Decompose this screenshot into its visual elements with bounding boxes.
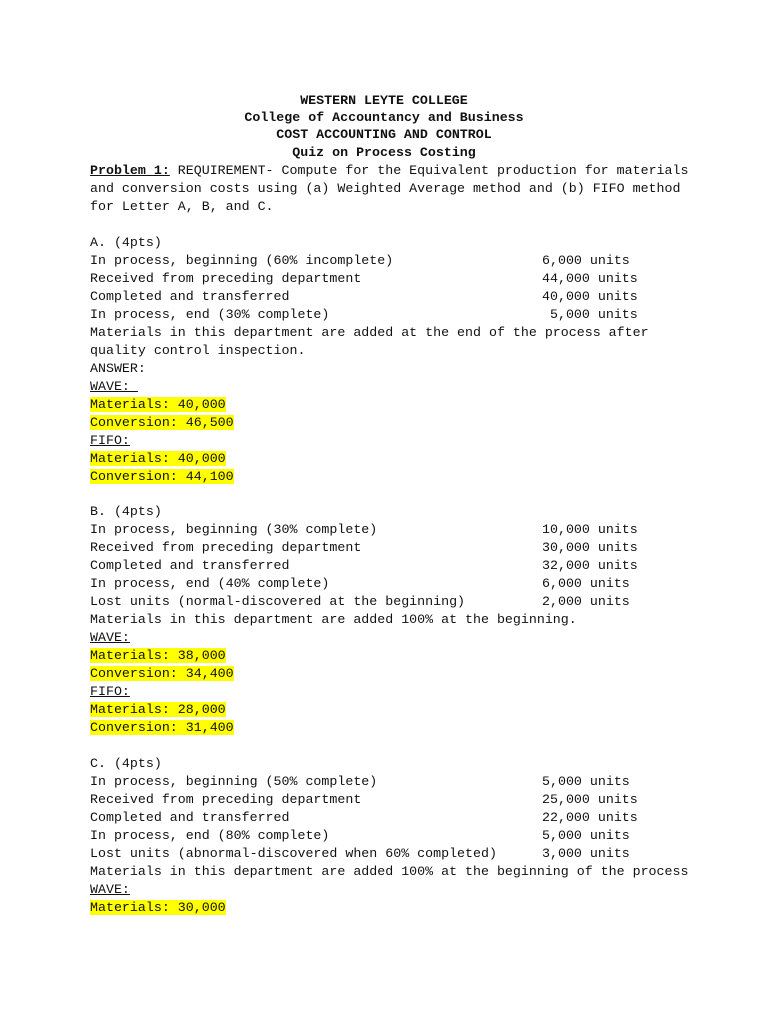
part-c-row-value: 22,000 units	[542, 810, 638, 825]
part-a-wave-materials: Materials: 40,000	[90, 397, 226, 412]
part-c-row-value: 5,000 units	[542, 774, 630, 789]
part-c-note-line-1: Materials in this department are added 100% at the beginning of the process	[90, 864, 689, 879]
part-b-row-label: Lost units (normal-discovered at the beginning)	[90, 594, 466, 609]
part-a-row-value: 44,000 units	[542, 271, 638, 286]
part-b-note-line-1: Materials in this department are added 100% at the beginning.	[90, 612, 577, 627]
answer-label: ANSWER:	[90, 361, 146, 376]
part-b-row-value: 30,000 units	[542, 540, 638, 555]
part-a-title: A. (4pts)	[90, 235, 162, 250]
part-a-row-value: 40,000 units	[542, 289, 638, 304]
part-a-wave-conversion: Conversion: 46,500	[90, 415, 234, 430]
part-b-fifo-conversion: Conversion: 31,400	[90, 720, 234, 735]
part-c-title: C. (4pts)	[90, 756, 162, 771]
part-a-row-value: 5,000 units	[542, 307, 638, 322]
part-c-row-value: 5,000 units	[542, 828, 630, 843]
part-a-wave-label: WAVE:	[90, 379, 138, 394]
part-a-note-line-2: quality control inspection.	[90, 343, 306, 358]
part-a-fifo-materials: Materials: 40,000	[90, 451, 226, 466]
part-a-row-label: Received from preceding department	[90, 271, 362, 286]
part-a-fifo-label: FIFO:	[90, 433, 130, 448]
part-a-note-line-1: Materials in this department are added at the end of the process after	[90, 325, 649, 340]
problem-requirement-line-1: Problem 1: REQUIREMENT- Compute for the Equivalent production for materials	[90, 163, 689, 178]
course-title: COST ACCOUNTING AND CONTROL	[276, 127, 492, 142]
part-b-fifo-materials: Materials: 28,000	[90, 702, 226, 717]
part-b-wave-label: WAVE:	[90, 630, 130, 645]
part-b-wave-materials: Materials: 38,000	[90, 648, 226, 663]
part-c-row-label: In process, end (80% complete)	[90, 828, 330, 843]
part-b-row-value: 2,000 units	[542, 594, 630, 609]
part-c-row-label: Lost units (abnormal-discovered when 60% completed)	[90, 846, 497, 861]
part-c-row-label: Received from preceding department	[90, 792, 362, 807]
problem-requirement-line-3: for Letter A, B, and C.	[90, 199, 274, 214]
problem-requirement-line-2: and conversion costs using (a) Weighted Average method and (b) FIFO method	[90, 181, 681, 196]
part-a-row-label: In process, end (30% complete)	[90, 307, 330, 322]
college-name: College of Accountancy and Business	[244, 110, 524, 125]
part-c-wave-materials: Materials: 30,000	[90, 900, 226, 915]
part-b-fifo-label: FIFO:	[90, 684, 130, 699]
part-a-row-label: Completed and transferred	[90, 289, 290, 304]
part-c-row-value: 3,000 units	[542, 846, 630, 861]
school-name: WESTERN LEYTE COLLEGE	[300, 93, 468, 108]
part-a-row-value: 6,000 units	[542, 253, 630, 268]
part-c-wave-label: WAVE:	[90, 882, 130, 897]
problem-label: Problem 1:	[90, 163, 170, 178]
part-b-row-value: 32,000 units	[542, 558, 638, 573]
part-c-row-label: In process, beginning (50% complete)	[90, 774, 378, 789]
part-b-row-value: 6,000 units	[542, 576, 630, 591]
quiz-title: Quiz on Process Costing	[292, 145, 476, 160]
part-a-row-label: In process, beginning (60% incomplete)	[90, 253, 394, 268]
part-b-row-label: Completed and transferred	[90, 558, 290, 573]
part-a-fifo-conversion: Conversion: 44,100	[90, 469, 234, 484]
part-c-row-value: 25,000 units	[542, 792, 638, 807]
part-b-row-label: Received from preceding department	[90, 540, 362, 555]
part-b-row-label: In process, end (40% complete)	[90, 576, 330, 591]
part-b-row-value: 10,000 units	[542, 522, 638, 537]
part-b-wave-conversion: Conversion: 34,400	[90, 666, 234, 681]
part-b-title: B. (4pts)	[90, 504, 162, 519]
part-c-row-label: Completed and transferred	[90, 810, 290, 825]
part-b-row-label: In process, beginning (30% complete)	[90, 522, 378, 537]
